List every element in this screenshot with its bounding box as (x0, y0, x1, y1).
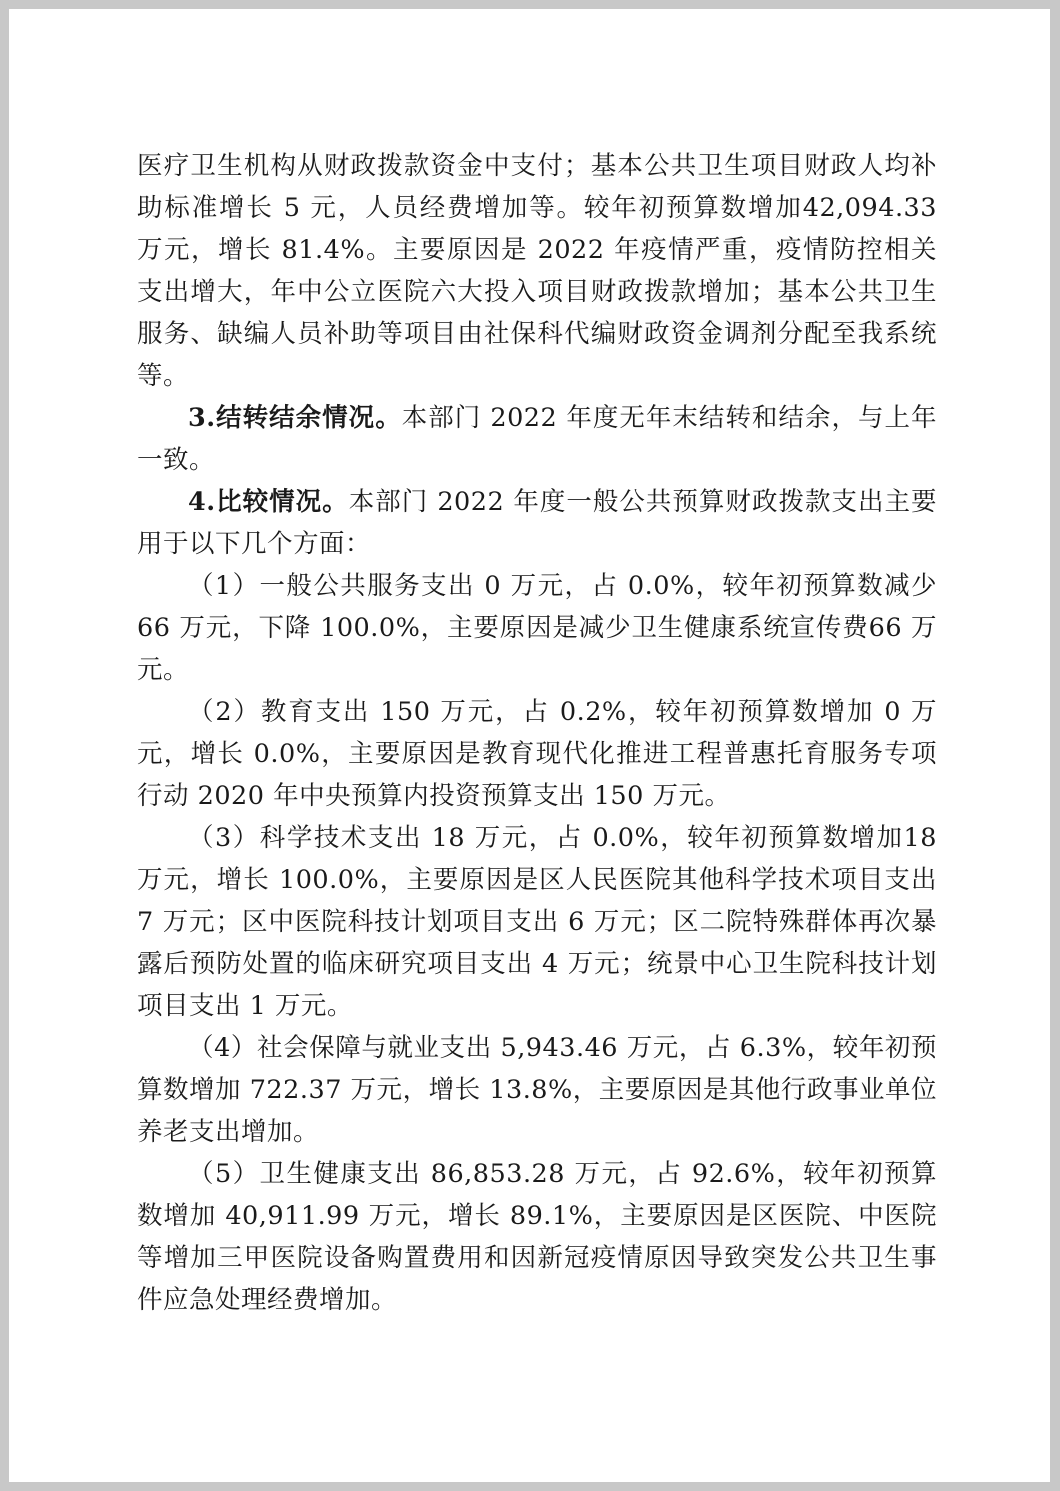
list-item-education: （2）教育支出 150 万元，占 0.2%，较年初预算数增加 0 万元，增长 0.0%，主要原因是教育现代化推进工程普惠托育服务专项行动 2020 年中央预算内投资预算支出 150 万元。 (137, 697, 937, 811)
list-item-health: （5）卫生健康支出 86,853.28 万元，占 92.6%，较年初预算数增加 40,911.99 万元，增长 89.1%，主要原因是区医院、中医院等增加三甲医院设备购置费用和因新冠疫情原因导致突发公共卫生事件应急处理经费增加。 (137, 1159, 937, 1315)
paragraph-carryover (137, 397, 937, 481)
paragraph-carryover-text: 本部门 2022 年度无年末结转和结余，与上年一致。 (137, 403, 937, 475)
paragraph-comparison-text: 本部门 2022 年度一般公共预算财政拨款支出主要用于以下几个方面： (137, 487, 937, 559)
list-item-science-technology: （3）科学技术支出 18 万元，占 0.0%，较年初预算数增加18 万元，增长 100.0%，主要原因是区人民医院其他科学技术项目支出 7 万元；区中医院科技计划项目支出 6 万元；区二院特殊群体再次暴露后预防处置的临床研究项目支出 4 万元；统景中心卫生院科技计划项目支出 1 万元。 (137, 823, 937, 1021)
document-page (9, 9, 1050, 1482)
list-item-social-security: （4）社会保障与就业支出 5,943.46 万元，占 6.3%，较年初预算数增加 722.37 万元，增长 13.8%，主要原因是其他行政事业单位养老支出增加。 (137, 1033, 937, 1147)
list-item-general-public-services: （1）一般公共服务支出 0 万元，占 0.0%，较年初预算数减少 66 万元，下降 100.0%，主要原因是减少卫生健康系统宣传费66 万元。 (137, 571, 937, 685)
paragraph-continuation: 医疗卫生机构从财政拨款资金中支付；基本公共卫生项目财政人均补助标准增长 5 元，人员经费增加等。较年初预算数增加42,094.33 万元，增长 81.4%。主要原因是 2022 年疫情严重，疫情防控相关支出增大，年中公立医院六大投入项目财政拨款增加；基本公共卫生服务、缺编人员补助等项目由社保科代编财政资金调剂分配至我系统等。 (137, 151, 937, 391)
section-heading-carryover: 3.结转结余情况。 (188, 403, 402, 433)
section-heading-comparison: 4.比较情况。 (188, 487, 349, 517)
paragraph-comparison (137, 481, 937, 565)
document-body (137, 145, 937, 1321)
